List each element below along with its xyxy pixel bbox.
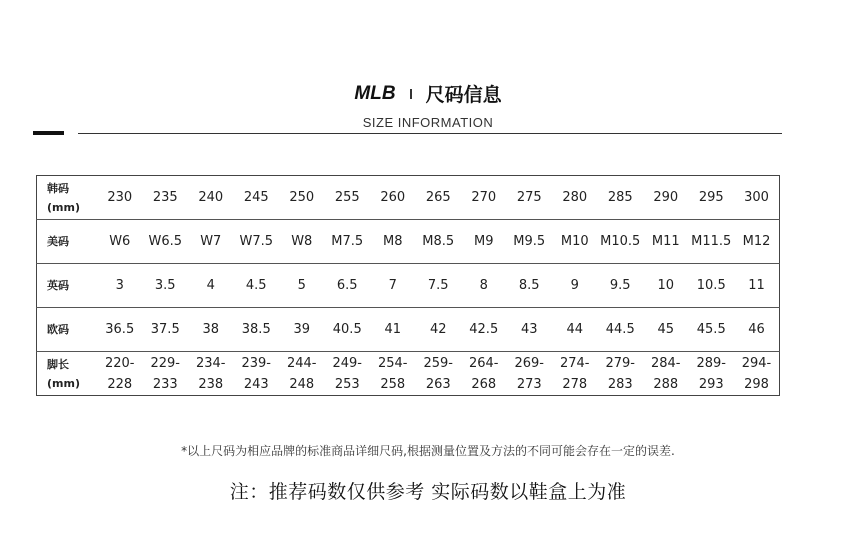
table-cell: W6.5 bbox=[143, 220, 189, 264]
table-cell: 269- 273 bbox=[507, 352, 553, 396]
table-cell: 41 bbox=[370, 308, 416, 352]
table-cell: 8 bbox=[461, 264, 507, 308]
table-cell: 4 bbox=[188, 264, 234, 308]
table-cell: 7.5 bbox=[416, 264, 462, 308]
table-cell: M11.5 bbox=[689, 220, 735, 264]
table-cell: M9.5 bbox=[507, 220, 553, 264]
table-cell: 39 bbox=[279, 308, 325, 352]
table-cell: W7 bbox=[188, 220, 234, 264]
table-cell: 275 bbox=[516, 190, 542, 205]
table-cell: 3 bbox=[97, 264, 143, 308]
table-cell: 11 bbox=[734, 264, 780, 308]
table-cell: 44 bbox=[552, 308, 598, 352]
disclaimer-note: *以上尺码为相应品牌的标准商品详细尺码,根据测量位置及方法的不同可能会存在一定的误差. bbox=[181, 444, 675, 458]
table-cell: 234- 238 bbox=[188, 352, 234, 396]
table-cell: 294- 298 bbox=[734, 352, 780, 396]
row-header: 英码 bbox=[37, 264, 98, 308]
table-cell: 229- 233 bbox=[143, 352, 189, 396]
table-cell: 36.5 bbox=[97, 308, 143, 352]
table-cell: W6 bbox=[97, 220, 143, 264]
table-cell: 235 bbox=[152, 190, 178, 205]
table-cell: 5 bbox=[279, 264, 325, 308]
table-cell: 37.5 bbox=[143, 308, 189, 352]
table-row bbox=[37, 176, 780, 220]
table-cell: 9 bbox=[552, 264, 598, 308]
table-cell: 240 bbox=[198, 190, 224, 205]
table-cell: 43 bbox=[507, 308, 553, 352]
table-cell: 10 bbox=[643, 264, 689, 308]
table-cell: M9 bbox=[461, 220, 507, 264]
table-cell: 270 bbox=[471, 190, 497, 205]
table-cell: 7 bbox=[370, 264, 416, 308]
table-cell: 289- 293 bbox=[689, 352, 735, 396]
table-cell: 259- 263 bbox=[416, 352, 462, 396]
table-cell: M11 bbox=[643, 220, 689, 264]
table-cell: 250 bbox=[289, 190, 315, 205]
table-cell: M10.5 bbox=[598, 220, 644, 264]
table-cell: 3.5 bbox=[143, 264, 189, 308]
table-cell: 260 bbox=[380, 190, 406, 205]
table-cell: 6.5 bbox=[325, 264, 371, 308]
table-cell: 280 bbox=[562, 190, 588, 205]
header bbox=[0, 80, 856, 130]
title-row bbox=[0, 80, 856, 107]
table-cell: 40.5 bbox=[325, 308, 371, 352]
table-cell: 38.5 bbox=[234, 308, 280, 352]
table-row bbox=[37, 308, 780, 352]
table-cell: 295 bbox=[698, 190, 724, 205]
table-cell: 285 bbox=[607, 190, 633, 205]
table-cell: 38 bbox=[188, 308, 234, 352]
table-cell: 265 bbox=[425, 190, 451, 205]
page-title: 尺码信息 bbox=[425, 84, 502, 106]
table-cell: W8 bbox=[279, 220, 325, 264]
table-cell: 9.5 bbox=[598, 264, 644, 308]
table-cell: M8.5 bbox=[416, 220, 462, 264]
table-cell: M10 bbox=[552, 220, 598, 264]
table-cell: 274- 278 bbox=[552, 352, 598, 396]
table-cell: 42.5 bbox=[461, 308, 507, 352]
table-cell: 45 bbox=[643, 308, 689, 352]
table-cell: 45.5 bbox=[689, 308, 735, 352]
table-cell: 244- 248 bbox=[279, 352, 325, 396]
table-cell: W7.5 bbox=[234, 220, 280, 264]
table-row bbox=[37, 220, 780, 264]
table-cell: 254- 258 bbox=[370, 352, 416, 396]
row-header: 脚长 (mm) bbox=[37, 352, 98, 396]
table-cell: 46 bbox=[734, 308, 780, 352]
table-cell: M7.5 bbox=[325, 220, 371, 264]
accent-bar bbox=[33, 131, 64, 135]
table-cell: 10.5 bbox=[689, 264, 735, 308]
reference-note: 注：推荐码数仅供参考 实际码数以鞋盒上为准 bbox=[229, 481, 627, 503]
table-cell: 44.5 bbox=[598, 308, 644, 352]
table-cell: 300 bbox=[744, 190, 769, 205]
table-cell: 4.5 bbox=[234, 264, 280, 308]
row-header: 欧码 bbox=[37, 308, 98, 352]
table-cell: 290 bbox=[653, 190, 679, 205]
header-divider bbox=[78, 133, 782, 134]
title-separator bbox=[410, 89, 412, 99]
page-subtitle: SIZE INFORMATION bbox=[362, 115, 494, 130]
table-cell: M8 bbox=[370, 220, 416, 264]
table-cell: 8.5 bbox=[507, 264, 553, 308]
table-cell: 245 bbox=[243, 190, 269, 205]
table-cell: 239- 243 bbox=[234, 352, 280, 396]
table-cell: 230 bbox=[107, 190, 133, 205]
table-cell: 255 bbox=[334, 190, 360, 205]
brand-logo: MLB bbox=[354, 82, 396, 104]
size-table bbox=[36, 175, 780, 396]
table-cell: 42 bbox=[416, 308, 462, 352]
row-header: 美码 bbox=[37, 220, 98, 264]
table-row bbox=[37, 352, 780, 396]
table-cell: 264- 268 bbox=[461, 352, 507, 396]
row-header: 韩码 (mm) bbox=[47, 181, 80, 214]
table-cell: M12 bbox=[734, 220, 780, 264]
table-cell: 279- 283 bbox=[598, 352, 644, 396]
table-cell: 220- 228 bbox=[97, 352, 143, 396]
table-cell: 249- 253 bbox=[325, 352, 371, 396]
table-row bbox=[37, 264, 780, 308]
table-cell: 284- 288 bbox=[643, 352, 689, 396]
